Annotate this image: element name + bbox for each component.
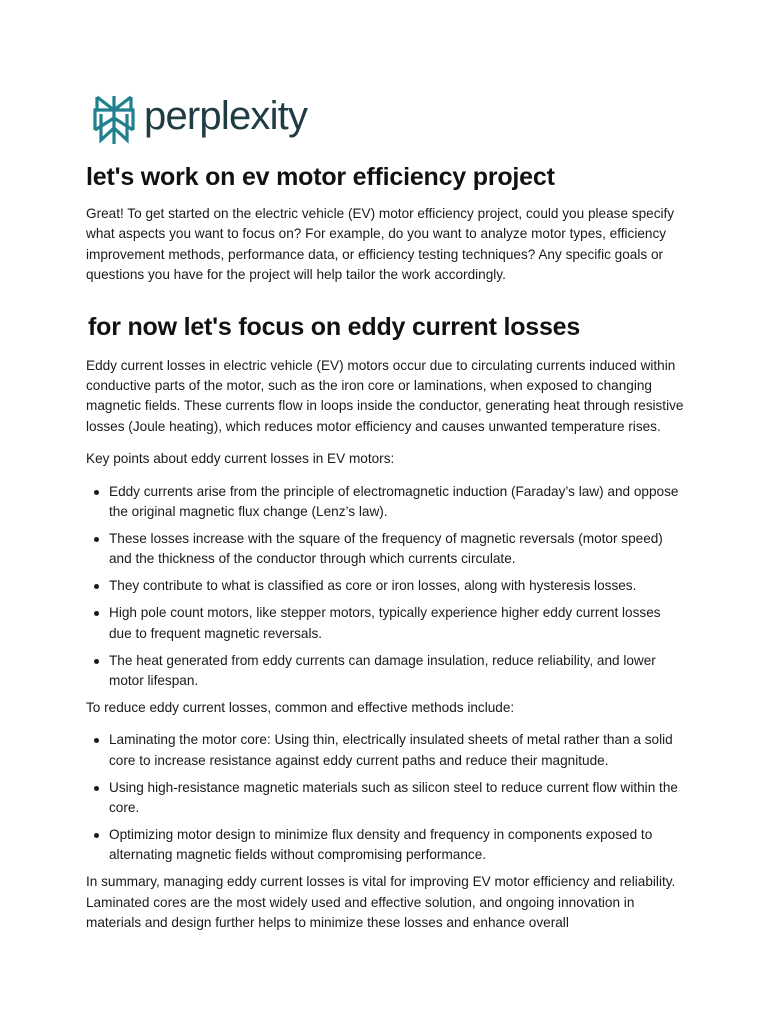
- list-item: Optimizing motor design to minimize flux density and frequency in components exposed to alternating magnetic fields without compromising performance.: [86, 825, 686, 866]
- list-item: They contribute to what is classified as core or iron losses, along with hysteresis losses.: [86, 576, 686, 596]
- methods-intro: To reduce eddy current losses, common and effective methods include:: [86, 699, 515, 715]
- query-title-1: let's work on ev motor efficiency project: [86, 163, 555, 191]
- list-item: The heat generated from eddy currents can damage insulation, reduce reliability, and lower motor lifespan.: [86, 651, 686, 692]
- list-item: Using high-resistance magnetic materials such as silicon steel to reduce current flow within the core.: [86, 778, 686, 819]
- answer-1-text: Great! To get started on the electric vehicle (EV) motor efficiency project, could you please specify what aspects you want to focus on? For example, do you want to analyze motor types, efficiency improvement methods, performance data, or efficiency testing techniques? Any specific goals or questions you have for the project will help tailor the work accordingly.: [86, 206, 675, 283]
- thread-content: [86, 160, 686, 933]
- perplexity-logo-icon: [93, 95, 135, 145]
- key-points-intro: Key points about eddy current losses in EV motors:: [86, 451, 395, 467]
- perplexity-wordmark: perplexity: [144, 94, 308, 138]
- key-points-list: [86, 482, 686, 692]
- methods-list: [86, 730, 686, 865]
- query-title-2: for now let's focus on eddy current losses: [88, 312, 581, 341]
- list-item: Eddy currents arise from the principle of electromagnetic induction (Faraday’s law) and oppose the original magnetic flux change (Lenz’s law).: [86, 482, 686, 523]
- perplexity-logo: [93, 94, 307, 146]
- list-item: These losses increase with the square of the frequency of magnetic reversals (motor speed) and the thickness of the conductor through which currents circulate.: [86, 529, 686, 570]
- list-item: Laminating the motor core: Using thin, electrically insulated sheets of metal rather than a solid core to increase resistance against eddy current paths and reduce their magnitude.: [86, 730, 686, 771]
- list-item: High pole count motors, like stepper motors, typically experience higher eddy current losses due to frequent magnetic reversals.: [86, 603, 686, 644]
- answer-2-intro: Eddy current losses in electric vehicle (EV) motors occur due to circulating currents induced within conductive parts of the motor, such as the iron core or laminations, when exposed to changing magnetic fields. These currents flow in loops inside the conductor, generating heat through resistive losses (Joule heating), which reduces motor efficiency and causes unwanted temperature rises.: [86, 357, 684, 434]
- summary-text: In summary, managing eddy current losses is vital for improving EV motor efficiency and reliability. Laminated cores are the most widely used and effective solution, and ongoing innovation in materials and design further helps to minimize these losses and enhance overall: [86, 874, 676, 930]
